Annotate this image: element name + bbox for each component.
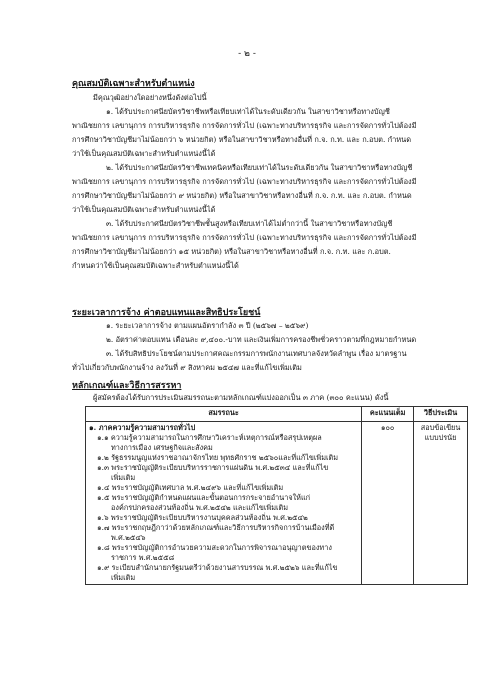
list-item-cont: ทางการเมือง เศรษฐกิจและสังคม [111,443,213,452]
list-item-text: ๑.๑ ความรู้ความสามารถในการศึกษาวิเคราะห์เหตุการณ์หรือสรุปเหตุผล [97,433,322,442]
list-item [89,493,358,513]
criteria-table-header [86,407,468,422]
employment-line-4: ทั่วไปเกี่ยวกับพนักงานจ้าง ลงวันที่ ๙ สิงหาคม ๒๕๔๗ และที่แก้ไขเพิ่มเติม [72,363,302,372]
list-item-text: ๑.๒ รัฐธรรมนูญแห่งราชอาณาจักรไทย พุทธศักราช ๒๕๖๐และที่แก้ไขเพิ่มเติม [97,453,339,462]
list-item [89,483,358,493]
qualification-3-line-1: ๓. ได้รับประกาศนียบัตรวิชาชีพชั้นสูงหรือเทียบเท่าได้ไม่ต่ำกว่านี้ ในสาขาวิชาหรือทางบัญชี [106,219,393,228]
qualification-2-line-4: ว่าใช้เป็นคุณสมบัติเฉพาะสำหรับตำแหน่งนี้ได้ [72,205,216,214]
header-assessment-method: วิธีประเมิน [414,407,468,422]
header-competency: สมรรถนะ [86,407,362,422]
qualification-1-line-1: ๑. ได้รับประกาศนียบัตรวิชาชีพหรือเทียบเท่าได้ในระดับเดียวกัน ในสาขาวิชาหรือทางบัญชี [106,107,390,116]
list-item-cont: เพิ่มเติม [111,573,136,582]
qualification-1-line-2: พาณิชยการ เลขานุการ การบริหารธุรกิจ การจัดการทั่วไป (เฉพาะทางบริหารธุรกิจ และการจัดการทั่วไปต้องมี [72,121,417,130]
list-item [89,523,358,543]
list-item [89,563,358,583]
list-item [89,453,358,463]
list-item-text: ๑.๔ พระราชบัญญัติเทศบาล พ.ศ.๒๔๙๖ และที่แก้ไขเพิ่มเติม [97,483,284,492]
header-full-score: คะแนนเต็ม [362,407,414,422]
method-cell [414,422,468,585]
table-row [86,422,468,585]
qualifications-heading: คุณสมบัติเฉพาะสำหรับตำแหน่ง [72,79,195,89]
qualification-3-line-2: พาณิชยการ เลขานุการ การบริหารธุรกิจ การจัดการทั่วไป (เฉพาะทางบริหารธุรกิจ และการจัดการทั่วไปต้องมี [72,233,417,242]
qualification-3-line-3: การศึกษาวิชาบัญชีมาไม่น้อยกว่า ๑๕ หน่วยกิต) หรือในสาขาวิชาหรือทางอื่นที่ ก.จ. ก.ท. และ ก.อบต. [72,247,391,256]
criteria-heading: หลักเกณฑ์และวิธีการสรรหา [72,381,182,391]
criteria-intro: ผู้สมัครต้องได้รับการประเมินสมรรถนะตามหลักเกณฑ์แบ่งออกเป็น ๓ ภาค (๓๐๐ คะแนน) ดังนี้ [93,393,389,402]
section-title: ๑. ภาคความรู้ความสามารถทั่วไป [89,423,196,432]
qualification-2-line-1: ๒. ได้รับประกาศนียบัตรวิชาชีพเทคนิคหรือเทียบเท่าได้ในระดับเดียวกัน ในสาขาวิชาหรือทางบัญชี [106,163,413,172]
list-item-cont: พ.ศ.๒๕๔๖ [111,533,146,542]
list-item [89,433,358,453]
qualifications-intro: มีคุณวุฒิอย่างใดอย่างหนึ่งดังต่อไปนี้ [93,93,207,102]
qualification-2-line-3: การศึกษาวิชาบัญชีมาไม่น้อยกว่า ๙ หน่วยกิต) หรือในสาขาวิชาหรือทางอื่นที่ ก.จ. ก.ท. และ ก.อบต. กำหนด [72,191,412,200]
qualification-3-line-4: กำหนดว่าใช้เป็นคุณสมบัติเฉพาะสำหรับตำแหน่งนี้ได้ [72,261,239,270]
list-item-cont: เพิ่มเติม [111,473,136,482]
list-item-text: ๑.๘ พระราชบัญญัติการอำนวยความสะดวกในการพิจารณาอนุญาตของทาง [97,543,332,552]
full-score: ๑๐๐ [380,423,395,432]
list-item [89,543,358,563]
employment-line-3: ๓. ได้รับสิทธิประโยชน์ตามประกาศคณะกรรมการพนักงานเทศบาลจังหวัดลำพูน เรื่อง มาตรฐาน [106,349,407,358]
list-item [89,513,358,523]
list-item-text: ๑.๕ พระราชบัญญัติกำหนดแผนและขั้นตอนการกระจายอำนาจให้แก่ [97,493,311,502]
employment-heading: ระยะเวลาการจ้าง ค่าตอบแทนและสิทธิประโยชน์ [72,308,261,318]
employment-line-2: ๒. อัตราค่าตอบแทน เดือนละ ๙,๔๐๐.-บาท และเงินเพิ่มการครองชีพชั่วคราวตามที่กฎหมายกำหนด [106,335,417,344]
page-number: - ๒ - [238,49,256,59]
qualification-1-line-3: การศึกษาวิชาบัญชีมาไม่น้อยกว่า ๖ หน่วยกิต) หรือในสาขาวิชาหรือทางอื่นที่ ก.จ. ก.ท. และ ก.อบต. กำหนด [72,135,412,144]
list-item-cont: องค์กรปกครองส่วนท้องถิ่น พ.ศ.๒๕๔๒ และแก้ไขเพิ่มเติม [111,503,289,512]
competency-cell [86,422,362,585]
list-item-text: ๑.๓ พระราชบัญญัติระเบียบบริหารราชการแผ่นดิน พ.ศ.๒๕๓๔ และที่แก้ไข [97,463,329,472]
assessment-method: สอบข้อเขียน แบบปรนัย [420,423,461,442]
list-item-text: ๑.๙ ระเบียบสำนักนายกรัฐมนตรีว่าด้วยงานสารบรรณ พ.ศ.๒๕๒๖ และที่แก้ไข [97,563,338,572]
list-item-text: ๑.๖ พระราชบัญญัติระเบียบบริหารงานบุคคลส่วนท้องถิ่น พ.ศ.๒๕๔๒ [97,513,308,522]
list-item [89,463,358,483]
list-item-text: ๑.๗ พระราชกฤษฎีกาว่าด้วยหลักเกณฑ์และวิธีการบริหารกิจการบ้านเมืองที่ดี [97,523,335,532]
qualification-1-line-4: ว่าใช้เป็นคุณสมบัติเฉพาะสำหรับตำแหน่งนี้ได้ [72,149,216,158]
qualification-2-line-2: พาณิชยการ เลขานุการ การบริหารธุรกิจ การจัดการทั่วไป (เฉพาะทางบริหารธุรกิจ และการจัดการทั่วไปต้องมี [72,177,417,186]
employment-line-1: ๑. ระยะเวลาการจ้าง ตามแผนอัตรากำลัง ๓ ปี (๒๕๖๗ – ๒๕๖๙) [106,321,309,330]
criteria-table [85,406,468,585]
score-cell [362,422,414,585]
list-item-cont: ราชการ พ.ศ.๒๕๕๘ [111,553,175,562]
